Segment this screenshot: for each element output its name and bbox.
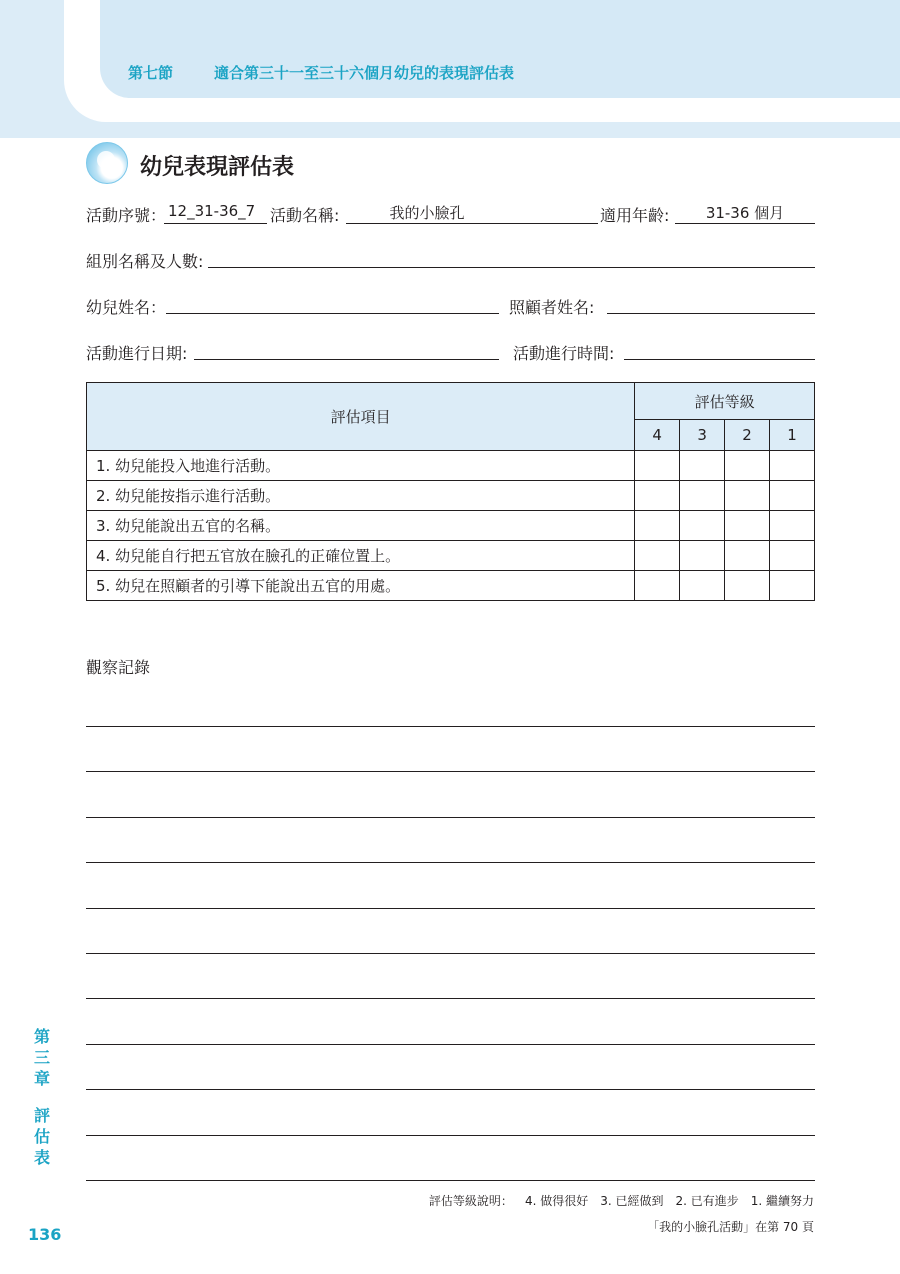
group-label: 組別名稱及人數: bbox=[86, 252, 204, 271]
chapter-side-tab bbox=[32, 1026, 52, 1168]
table-row bbox=[87, 511, 815, 541]
observation-line[interactable] bbox=[86, 771, 815, 772]
observation-line[interactable] bbox=[86, 1135, 815, 1136]
grade-cell[interactable] bbox=[680, 511, 725, 541]
bubble-icon bbox=[86, 142, 128, 184]
grade-cell[interactable] bbox=[770, 541, 815, 571]
activity-no-label: 活動序號： bbox=[86, 206, 167, 225]
table-row bbox=[87, 451, 815, 481]
time-label: 活動進行時間: bbox=[513, 344, 615, 363]
header-inner-panel bbox=[100, 0, 900, 98]
chapter-char: 章 bbox=[33, 1069, 50, 1088]
activity-no-field[interactable]: 12_31-36_7 bbox=[164, 202, 267, 224]
grade-cell[interactable] bbox=[680, 541, 725, 571]
grade-cell[interactable] bbox=[680, 481, 725, 511]
page-title: 幼兒表現評估表 bbox=[140, 155, 295, 180]
age-field[interactable]: 31-36 個月 bbox=[675, 202, 815, 224]
observation-line[interactable] bbox=[86, 953, 815, 954]
legend-entry: 2. 已有進步 bbox=[675, 1194, 739, 1208]
activity-name-label: 活動名稱: bbox=[270, 206, 340, 225]
section-title: 適合第三十一至三十六個月幼兒的表現評估表 bbox=[214, 64, 515, 82]
item-header: 評估項目 bbox=[87, 383, 635, 451]
grade-cell[interactable] bbox=[635, 511, 680, 541]
chapter-name-char: 估 bbox=[33, 1127, 50, 1146]
caregiver-field[interactable] bbox=[607, 292, 815, 314]
grade-cell[interactable] bbox=[635, 541, 680, 571]
grade-header: 評估等級 bbox=[635, 383, 815, 420]
observation-line[interactable] bbox=[86, 908, 815, 909]
table-row bbox=[87, 541, 815, 571]
grade-legend bbox=[429, 1192, 814, 1209]
observation-line[interactable] bbox=[86, 998, 815, 999]
grade-cell[interactable] bbox=[770, 481, 815, 511]
time-field[interactable] bbox=[624, 338, 815, 360]
observation-title: 觀察記錄 bbox=[86, 658, 151, 677]
legend-entry: 3. 已經做到 bbox=[600, 1194, 664, 1208]
eval-item: 5. 幼兒在照顧者的引導下能說出五官的用處。 bbox=[87, 571, 635, 601]
chapter-char: 三 bbox=[33, 1048, 50, 1067]
age-label: 適用年齡: bbox=[600, 206, 670, 225]
legend-entry: 1. 繼續努力 bbox=[750, 1194, 814, 1208]
grade-cell[interactable] bbox=[770, 571, 815, 601]
chapter-name-char: 評 bbox=[33, 1106, 50, 1125]
grade-cell[interactable] bbox=[770, 451, 815, 481]
grade-cell[interactable] bbox=[680, 571, 725, 601]
grade-cell[interactable] bbox=[725, 451, 770, 481]
date-label: 活動進行日期: bbox=[86, 344, 188, 363]
section-label: 第七節 bbox=[128, 64, 174, 82]
grade-cell[interactable] bbox=[680, 451, 725, 481]
grade-cell[interactable] bbox=[725, 481, 770, 511]
grade-cell[interactable] bbox=[635, 451, 680, 481]
grade-cell[interactable] bbox=[725, 541, 770, 571]
observation-line[interactable] bbox=[86, 726, 815, 727]
grade-2-header: 2 bbox=[725, 420, 770, 451]
page-number: 136 bbox=[28, 1225, 62, 1244]
grade-cell[interactable] bbox=[635, 481, 680, 511]
observation-line[interactable] bbox=[86, 1180, 815, 1181]
caregiver-label: 照顧者姓名: bbox=[509, 298, 595, 317]
grade-1-header: 1 bbox=[770, 420, 815, 451]
grade-cell[interactable] bbox=[725, 511, 770, 541]
grade-3-header: 3 bbox=[680, 420, 725, 451]
legend-label: 評估等級說明： bbox=[428, 1194, 513, 1208]
activity-name-field[interactable]: 我的小臉孔 bbox=[346, 202, 598, 224]
chapter-name-char: 表 bbox=[33, 1148, 50, 1167]
observation-line[interactable] bbox=[86, 1044, 815, 1045]
evaluation-table bbox=[86, 382, 815, 601]
grade-cell[interactable] bbox=[635, 571, 680, 601]
date-field[interactable] bbox=[194, 338, 499, 360]
chapter-char: 第 bbox=[33, 1027, 50, 1046]
eval-item: 4. 幼兒能自行把五官放在臉孔的正確位置上。 bbox=[87, 541, 635, 571]
child-name-label: 幼兒姓名： bbox=[86, 298, 167, 317]
grade-cell[interactable] bbox=[725, 571, 770, 601]
grade-cell[interactable] bbox=[770, 511, 815, 541]
page-reference: 「我的小臉孔活動」在第 70 頁 bbox=[647, 1220, 814, 1234]
table-row bbox=[87, 481, 815, 511]
eval-item: 2. 幼兒能按指示進行活動。 bbox=[87, 481, 635, 511]
child-name-field[interactable] bbox=[166, 292, 499, 314]
eval-item: 3. 幼兒能說出五官的名稱。 bbox=[87, 511, 635, 541]
eval-item: 1. 幼兒能投入地進行活動。 bbox=[87, 451, 635, 481]
grade-4-header: 4 bbox=[635, 420, 680, 451]
observation-line[interactable] bbox=[86, 862, 815, 863]
group-field[interactable] bbox=[208, 246, 815, 268]
legend-entry: 4. 做得很好 bbox=[524, 1194, 589, 1208]
observation-line[interactable] bbox=[86, 1089, 815, 1090]
observation-line[interactable] bbox=[86, 817, 815, 818]
table-row bbox=[87, 571, 815, 601]
